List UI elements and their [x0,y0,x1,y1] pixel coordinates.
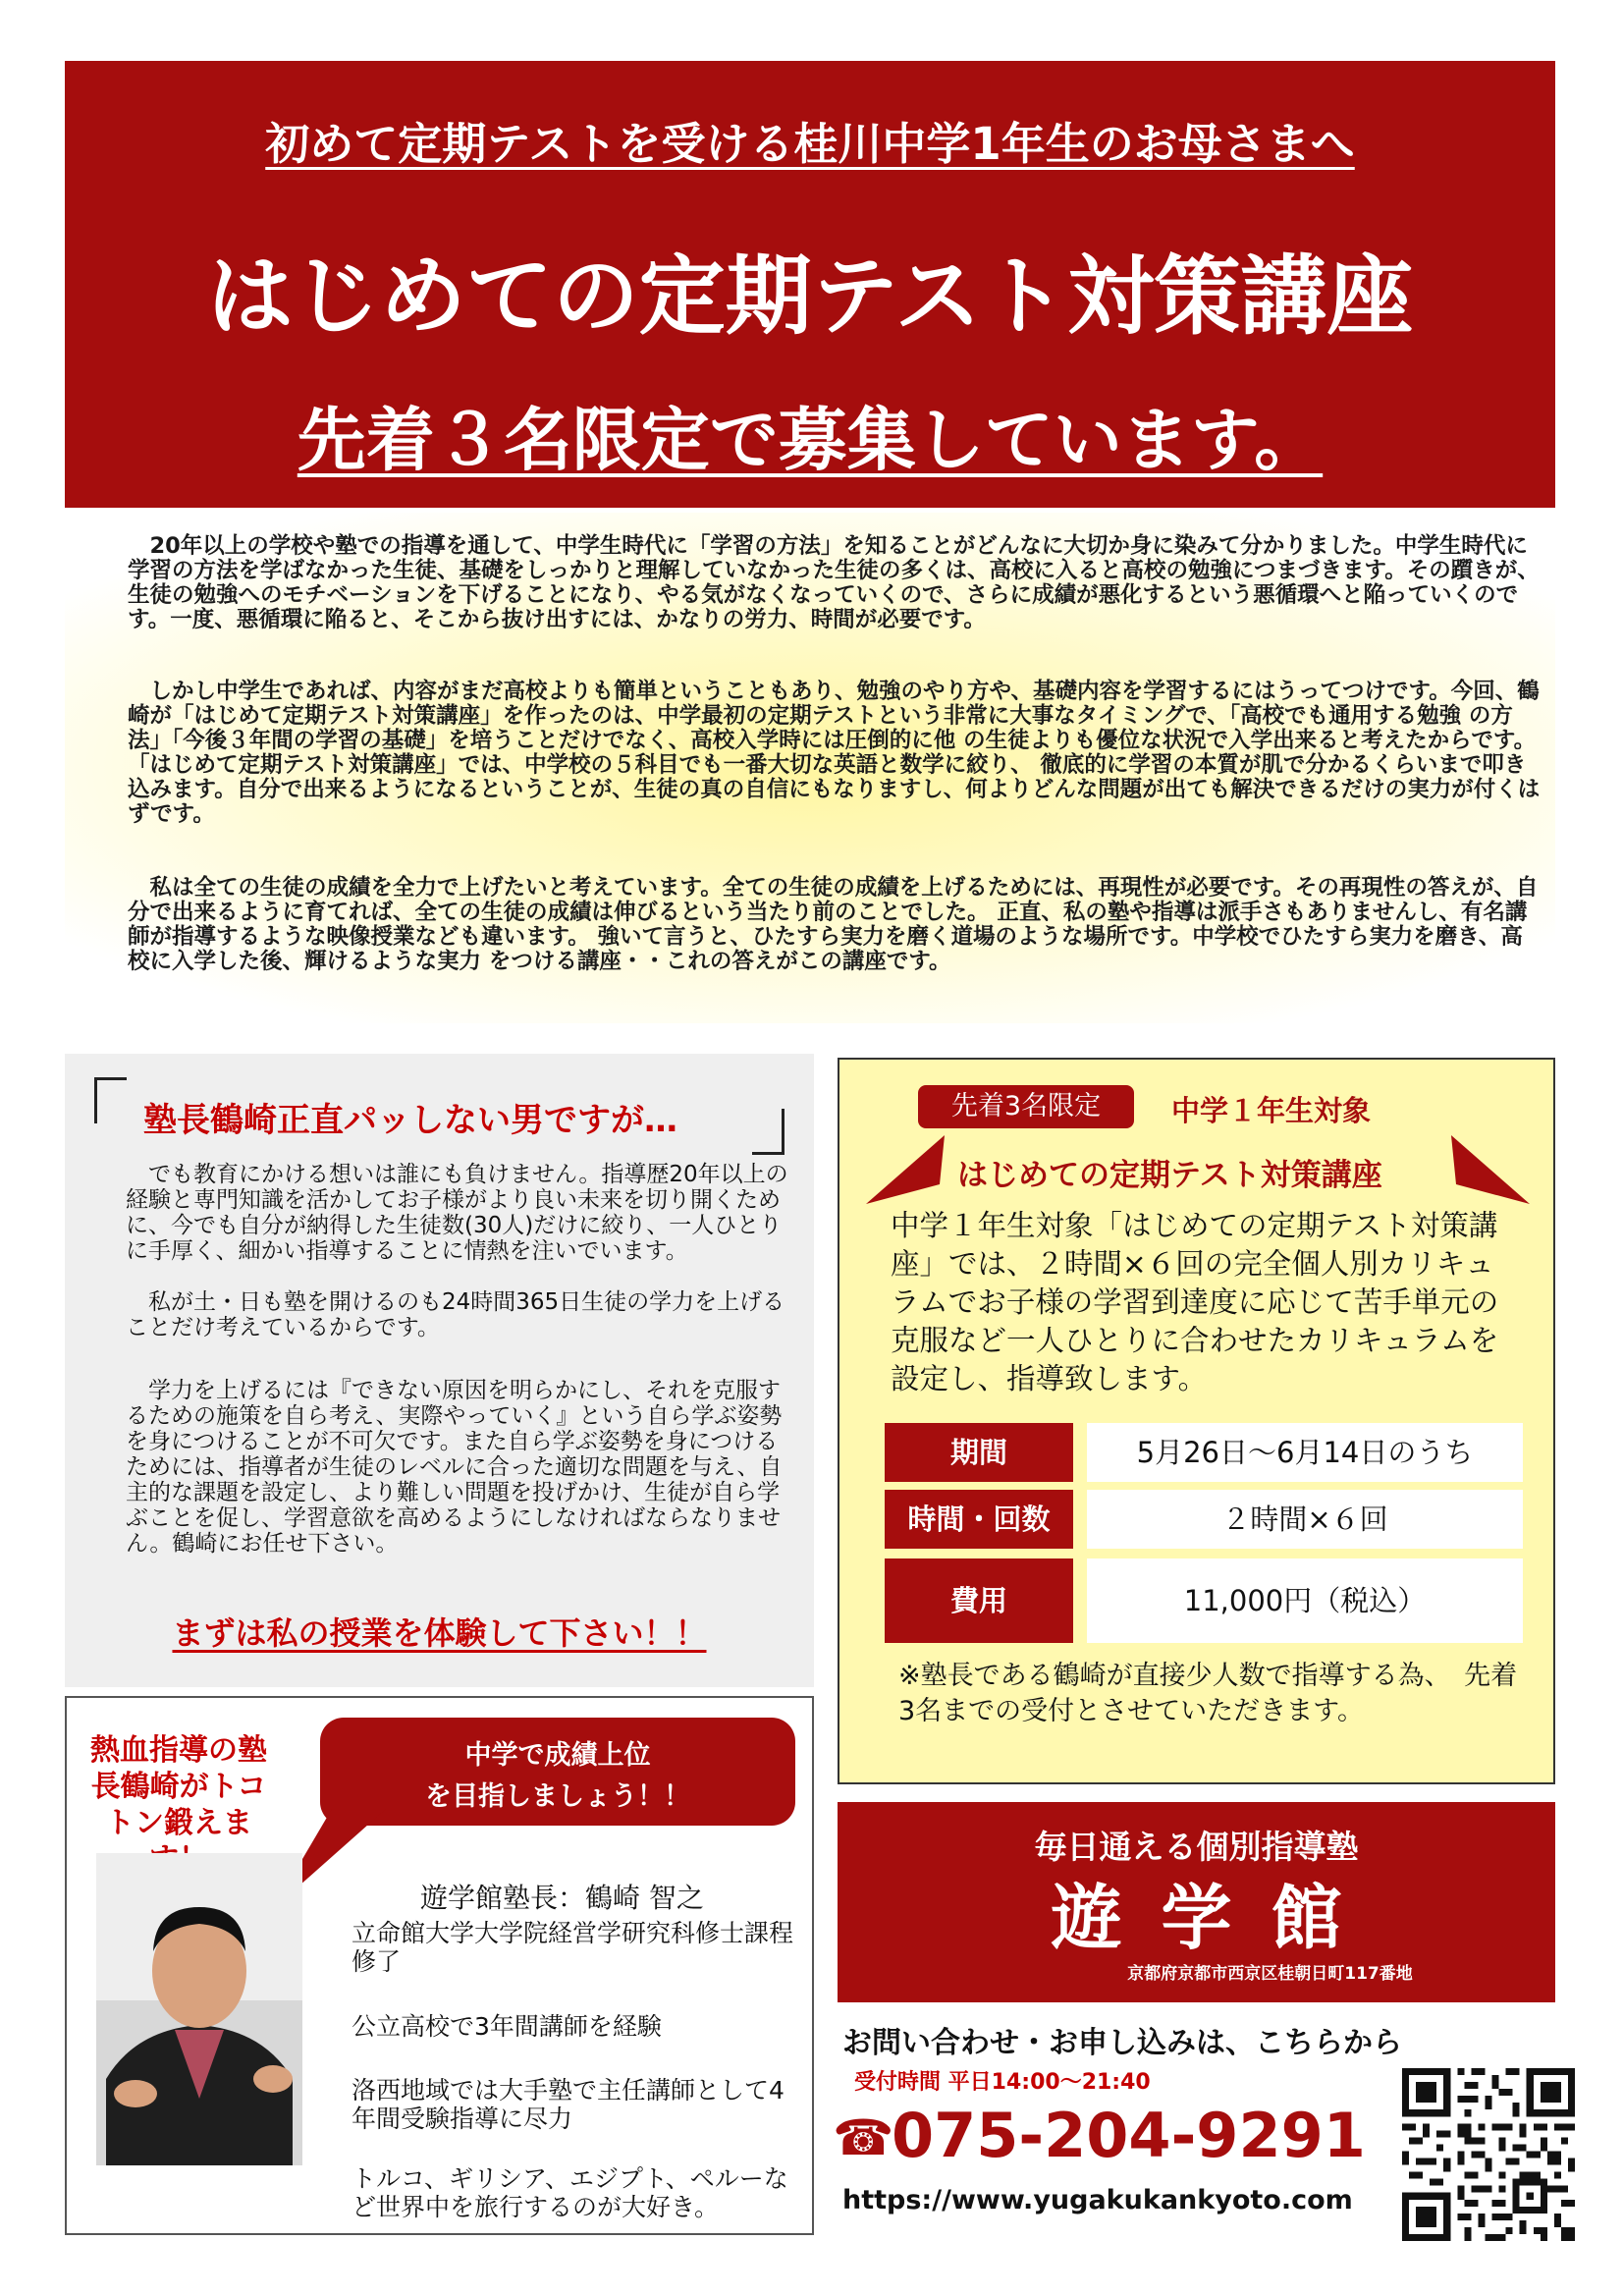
principal-name: 遊学館塾長：鶴崎 智之 [420,1882,704,1914]
profile-label: 熱血指導の塾長鶴崎がトコトン鍛えま [90,1733,267,1840]
row-value-fee: 11,000円（税込） [1087,1558,1523,1643]
right-ribbon-icon [1446,1130,1535,1209]
course-box [838,1058,1555,1784]
speech-bubble [320,1718,795,1826]
phone-icon: ☎ [833,2109,894,2166]
career-item-2: 公立高校で3年間講師を経験 [352,2012,662,2041]
school-name: 遊学館 [1051,1877,1381,1959]
intro-paragraph-3: 私は全ての生徒の成績を全力で上げたいと考えています。全ての生徒の成績を上げるためには、再現性が必要です。その再現性の答えが、自分で出来るように育てれば、全ての生徒の成績は伸びるという当たり前のことでした。 正直、私の塾や指導は派手さもありませんし、有名講師が指導するような映像授業なども違います。 強いて言うと、ひたすら実力を磨く道場のような場所です。中学校でひたすら実力を磨き、高校に入学した後、輝けるような実力 をつける講座・・これの答えがこの講座です。 [128,875,1539,974]
course-description: 中学１年生対象「はじめての定期テスト対策講座」では、２時間×６回の完全個人別カリキュラムでお子様の学習到達度に応じて苦手単元の克服など一人ひとりに合わせたカリキュラムを設定し、指導致します。 [891,1209,1499,1395]
limit-badge: 先着3名限定 [918,1085,1134,1128]
header-main-title: はじめての定期テスト対策講座 [206,246,1414,347]
bubble-line-2: を目指しましょう！！ [425,1781,690,1812]
school-address: 京都府京都市西京区桂朝日町117番地 [1127,1964,1413,1984]
row-label-fee: 費用 [885,1558,1073,1643]
course-note: ※塾長である鶴崎が直接少人数で指導する為、 先着3名までの受付とさせていただきます。 [898,1661,1518,1726]
principal-photo [96,1853,302,2165]
school-catchphrase: 毎日通える個別指導塾 [1034,1828,1359,1866]
contact-heading: お問い合わせ・お申し込みは、こちらから [842,2026,1402,2060]
bracket-right [752,1109,784,1155]
intro-section [65,513,1555,1023]
header-target-line: 初めて定期テストを受ける桂川中学1年生のお母さまへ [265,118,1355,170]
contact-hours: 受付時間 平日14:00～21:40 [854,2070,1151,2095]
header-banner [65,61,1555,508]
profile-box [65,1696,814,2235]
left-ribbon-icon [861,1130,949,1209]
school-banner [838,1802,1555,2002]
bracket-left [94,1077,127,1123]
row-label-sessions: 時間・回数 [885,1490,1073,1549]
row-value-sessions: ２時間×６回 [1087,1490,1523,1549]
career-item-3: 洛西地域では大手塾で主任講師として4年間受験指導に尽力 [352,2076,784,2133]
message-paragraph-2: 私が土・日も塾を開けるのも24時間365日生徒の学力を上げることだけ考えているからです。 [126,1289,785,1340]
intro-paragraph-1: 20年以上の学校や塾での指導を通して、中学生時代に「学習の方法」を知ることがどんなに大切か身に染みて分かりました。中学生時代に学習の方法を学ばなかった生徒、基礎をしっかりと理解していなかった生徒の多くは、高校に入ると高校の勉強につまづきます。その躓きが、生徒の勉強へのモチベーションを下げることになり、やる気がなくなっていくので、さらに成績が悪化するという悪循環へと陥っていくのです。一度、悪循環に陥ると、そこから抜け出すには、かなりの労力、時間が必要です。 [128,533,1540,632]
message-paragraph-3: 学力を上げるには『できない原因を明らかにし、それを克服するための施策を自ら考え、実際やっていく』という自ら学ぶ姿勢を身につけることが不可欠です。また自ら学ぶ姿勢を身につけるためには、指導者が生徒のレベルに合った適切な問題を与え、自主的な課題を設定し、より難しい問題を投げかけ、生徒が自ら学ぶことを促し、学習意欲を高めるようにしなければならなりません。鶴崎にお任せ下さい。 [126,1378,783,1557]
career-item-4: トルコ、ギリシア、エジプト、ペルーなど世界中を旅行するのが大好き。 [352,2164,788,2221]
message-paragraph-1: でも教育にかける想いは誰にも負けません。指導歴20年以上の経験と専門知識を活かしてお子様がより良い未来を切り開くために、今でも自分が納得した生徒数(30人)だけに絞り、一人ひとりに手厚く、細かい指導することに情熱を注いでいます。 [126,1162,788,1264]
website-url[interactable]: https://www.yugakukankyoto.com [842,2185,1353,2215]
row-label-period: 期間 [885,1423,1073,1482]
qr-code-icon[interactable] [1402,2068,1575,2241]
row-value-period: 5月26日～6月14日のうち [1087,1423,1523,1482]
message-title: 塾長鶴崎正直パッしない男ですが… [143,1101,677,1140]
career-item-1: 立命館大学大学院経営学研究科修士課程修了 [352,1919,794,1976]
trial-cta: まずは私の授業を体験して下さい！！ [172,1614,707,1652]
phone-number[interactable]: 075-204-9291 [892,2100,1366,2171]
course-target: 中学１年生対象 [1171,1094,1372,1127]
bubble-line-1: 中学で成績上位 [464,1740,651,1771]
course-title: はじめての定期テスト対策講座 [957,1158,1382,1193]
message-box [65,1054,814,1687]
intro-paragraph-2: しかし中学生であれば、内容がまだ高校よりも簡単ということもあり、勉強のやり方や、基礎内容を学習するにはうってつけです。今回、鶴崎が「はじめて定期テスト対策講座」を作ったのは、中学最初の定期テストという非常に大事なタイミングで、「高校でも通用する勉強 の方法」「今後３年間の学習の基礎」を培うことだけでなく、高校入学時には圧倒的に他 の生徒よりも優位な状況で入学出来ると考えたからです。「はじめて定期テスト対策講座」では、中学校の５科目でも一番大切な英語と数学に絞り、 徹底的に学習の本質が肌で分かるくらいまで叩き込みます。自分で出来るようになるということが、生徒の真の自信にもなりますし、何よりどんな問題が出ても解決できるだけの実力が付くはずです。 [128,679,1541,827]
header-sub-title: 先着３名限定で募集しています。 [297,400,1324,480]
